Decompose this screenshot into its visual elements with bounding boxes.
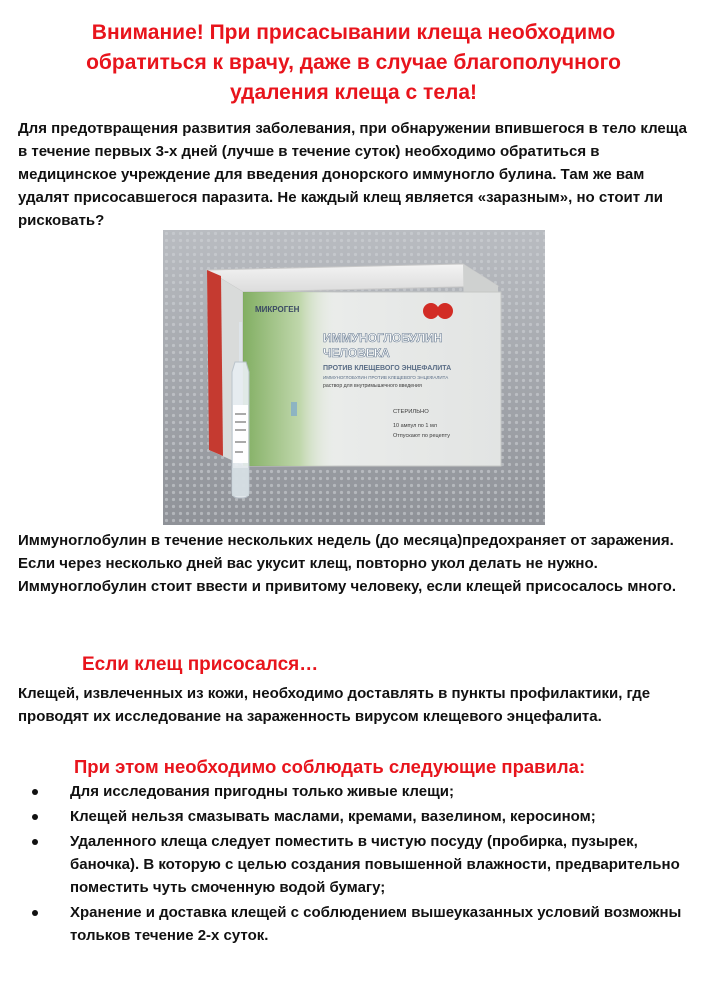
bullet-icon <box>32 839 38 845</box>
bullet-icon <box>32 910 38 916</box>
rules-list <box>24 780 694 949</box>
sterile-label: СТЕРИЛЬНО <box>393 409 429 415</box>
list-item <box>24 780 694 803</box>
bullet-icon <box>32 814 38 820</box>
intro-paragraph: Для предотвращения развития заболевания, при обнаружении впившегося в тело клеща в течение первых 3-х дней (лучше в течение суток) необходимо обратиться в медицинское учреждение для введения донорского иммуногло булина. Там же вам удалят присосавшегося паразита. Не каждый клещ является «заразным», но стоит ли рисковать? <box>18 120 687 229</box>
list-item <box>24 830 694 899</box>
list-item <box>24 805 694 828</box>
small-caption: ИММУНОГЛОБУЛИН ПРОТИВ КЛЕЩЕВОГО ЭНЦЕФАЛИТА <box>323 375 449 380</box>
list-item <box>24 901 694 947</box>
warning-heading: Внимание! При присасывании клеща необходимо обратиться к врачу, даже в случае благополучного удаления клеща с тела! <box>86 21 621 104</box>
product-name-line1: ИММУНОГЛОБУЛИН <box>323 331 443 345</box>
immunoglobulin-paragraph: Иммуноглобулин в течение нескольких недель (до месяца)предохраняет от заражения. Если через несколько дней вас укусит клещ, повторно укол делать не нужно. Иммуноглобулин стоит ввести и привитому человеку, если клещей присосалось много. <box>18 532 677 595</box>
brand-label: МИКРОГЕН <box>255 305 300 314</box>
product-name-line2: ЧЕЛОВЕКА <box>323 346 390 360</box>
prescription-label: Отпускают по рецепту <box>393 433 450 439</box>
bullet-icon <box>32 789 38 795</box>
rule-text: Хранение и доставка клещей с соблюдением вышеуказанных условий возможны тольков течение 2-х суток. <box>70 904 682 944</box>
rule-text: Удаленного клеща следует поместить в чистую посуду (пробирка, пузырек, баночка). В которую с целью создания повышенной влажности, предварительно поместить чуть смоченную водой бумагу; <box>70 833 680 896</box>
rule-text: Для исследования пригодны только живые клещи; <box>70 783 454 800</box>
immunoglobulin-photo <box>163 230 545 525</box>
ampoules-label: 10 ампул по 1 мл <box>393 423 437 429</box>
solution-label: раствор для внутримышечного введения <box>323 383 422 389</box>
against-label: ПРОТИВ КЛЕЩЕВОГО ЭНЦЕФАЛИТА <box>323 365 452 372</box>
rule-text: Клещей нельзя смазывать маслами, кремами, вазелином, керосином; <box>70 808 596 825</box>
rules-heading: При этом необходимо соблюдать следующие правила: <box>74 756 586 777</box>
delivery-paragraph: Клещей, извлеченных из кожи, необходимо доставлять в пункты профилактики, где проводят их исследование на зараженность вирусом клещевого энцефалита. <box>18 685 651 725</box>
section-heading: Если клещ присосался… <box>82 654 319 675</box>
medicine-box <box>207 264 501 466</box>
